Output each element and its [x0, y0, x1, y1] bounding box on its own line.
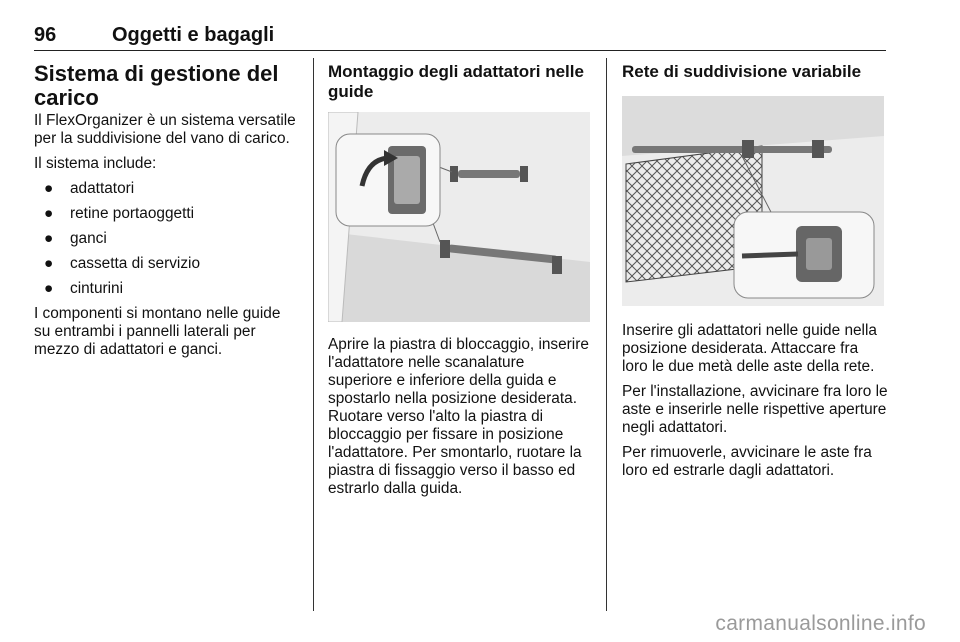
list-item [34, 205, 300, 223]
list-item [34, 255, 300, 273]
heading-load-management: Sistema di gestione del carico [34, 61, 279, 110]
page-number: 96 [34, 24, 57, 46]
header-divider [34, 50, 886, 51]
bullet-icon: ● [44, 230, 54, 247]
list-item [34, 230, 300, 248]
list-item [34, 280, 300, 298]
column-divider-left [313, 58, 314, 611]
list-item-text: cinturini [70, 280, 124, 297]
list-item [34, 180, 300, 198]
column-load-management [34, 62, 300, 366]
site-watermark: carmanualsonline.info [715, 612, 926, 635]
bullet-icon: ● [44, 255, 54, 272]
net-paragraph-3: Per rimuoverle, avvicinare le aste fra loro ed estrarle dagli adattatori. [622, 444, 872, 479]
includes-label: Il sistema include: [34, 155, 157, 172]
net-paragraph-2: Per l'installazione, avvicinare fra loro le aste e inserirle nelle rispettive aperture negli adattatori. [622, 383, 888, 436]
page-header [34, 24, 886, 50]
divider-net-illustration [622, 96, 884, 306]
net-paragraph-1: Inserire gli adattatori nelle guide nella posizione desiderata. Attaccare fra loro le due metà delle aste della rete. [622, 322, 877, 375]
heading-adapter-mounting: Montaggio degli adattatori nelle guide [328, 62, 584, 101]
column-divider-right [606, 58, 607, 611]
column-variable-net [622, 62, 888, 487]
list-item-text: retine portaoggetti [70, 205, 195, 222]
adapter-mounting-illustration [328, 112, 590, 322]
outro-paragraph: I componenti si montano nelle guide su entrambi i pannelli laterali per mezzo di adattatori e ganci. [34, 305, 281, 358]
bullet-icon: ● [44, 280, 54, 297]
bullet-icon: ● [44, 205, 54, 222]
column-adapter-mounting [328, 62, 592, 505]
heading-variable-net: Rete di suddivisione variabile [622, 62, 862, 81]
list-item-text: ganci [70, 230, 107, 247]
list-item-text: cassetta di servizio [70, 255, 201, 272]
list-item-text: adattatori [70, 180, 135, 197]
intro-paragraph: Il FlexOrganizer è un sistema versatile per la suddivisione del vano di carico. [34, 112, 296, 147]
bullet-icon: ● [44, 180, 54, 197]
components-list [34, 180, 300, 298]
section-title: Oggetti e bagagli [112, 24, 275, 46]
adapter-mounting-text: Aprire la piastra di bloccaggio, inserire l'adattatore nelle scanalature superiore e inferiore della guida e spostarlo nella posizione desiderata. Ruotare verso l'alto la piastra di bloccaggio per fissare in posizione l'adattatore. Per smontarlo, ruotare la piastra di fissaggio verso il basso ed estrarlo dalla guida. [328, 336, 589, 497]
